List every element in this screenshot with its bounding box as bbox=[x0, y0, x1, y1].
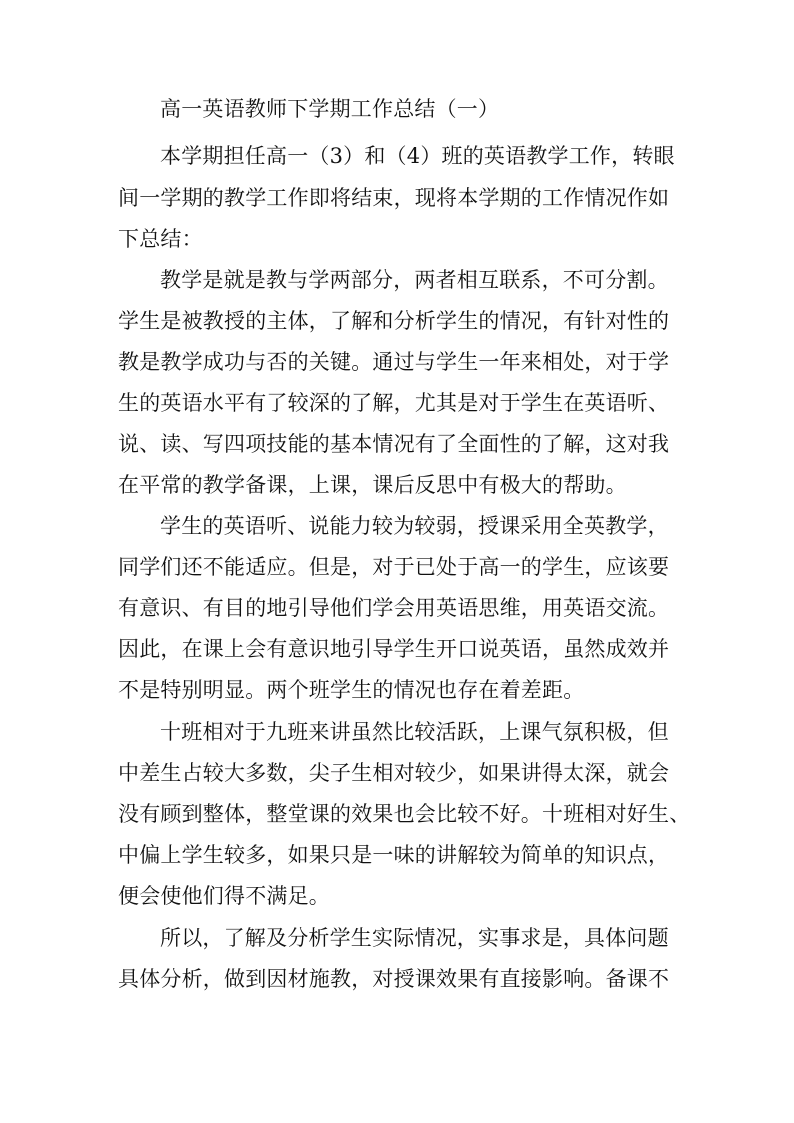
document-title: 高一英语教师下学期工作总结（一） bbox=[160, 97, 500, 121]
text-line-15: 十班相对于九班来讲虽然比较活跃，上课气氛积极，但 bbox=[160, 720, 669, 744]
text-line-9: 在平常的教学备课，上课，课后反思中有极大的帮助。 bbox=[118, 473, 627, 497]
text-line-10: 学生的英语听、说能力较为较弱，授课采用全英教学， bbox=[160, 514, 669, 538]
text-line-7: 生的英语水平有了较深的了解，尤其是对于学生在英语听、 bbox=[118, 391, 670, 415]
text-line-2: 间一学期的教学工作即将结束，现将本学期的工作情况作如 bbox=[118, 186, 670, 210]
text-line-5: 学生是被教授的主体，了解和分析学生的情况，有针对性的 bbox=[118, 309, 670, 333]
text-line-3: 下总结： bbox=[118, 227, 203, 251]
text-line-13: 因此，在课上会有意识地引导学生开口说英语，虽然成效并 bbox=[118, 637, 670, 661]
text-line-21: 具体分析，做到因材施教，对授课效果有直接影响。备课不 bbox=[118, 967, 670, 991]
text-line-6: 教是教学成功与否的关键。通过与学生一年来相处，对于学 bbox=[118, 350, 670, 374]
text-line-1: 本学期担任高一（3）和（4）班的英语教学工作，转眼 bbox=[160, 144, 675, 168]
text-line-16: 中差生占较大多数，尖子生相对较少，如果讲得太深，就会 bbox=[118, 761, 670, 785]
text-line-11: 同学们还不能适应。但是，对于已处于高一的学生，应该要 bbox=[118, 555, 670, 579]
text-line-18: 中偏上学生较多，如果只是一味的讲解较为简单的知识点， bbox=[118, 843, 670, 867]
text-line-14: 不是特别明显。两个班学生的情况也存在着差距。 bbox=[118, 678, 585, 702]
text-line-8: 说、读、写四项技能的基本情况有了全面性的了解，这对我 bbox=[118, 432, 670, 456]
text-line-20: 所以，了解及分析学生实际情况，实事求是，具体问题 bbox=[160, 926, 669, 950]
text-line-4: 教学是就是教与学两部分，两者相互联系，不可分割。 bbox=[160, 268, 669, 292]
text-line-12: 有意识、有目的地引导他们学会用英语思维，用英语交流。 bbox=[118, 596, 670, 620]
text-line-19: 便会使他们得不满足。 bbox=[118, 884, 330, 908]
text-line-17: 没有顾到整体，整堂课的效果也会比较不好。十班相对好生、 bbox=[118, 802, 691, 826]
